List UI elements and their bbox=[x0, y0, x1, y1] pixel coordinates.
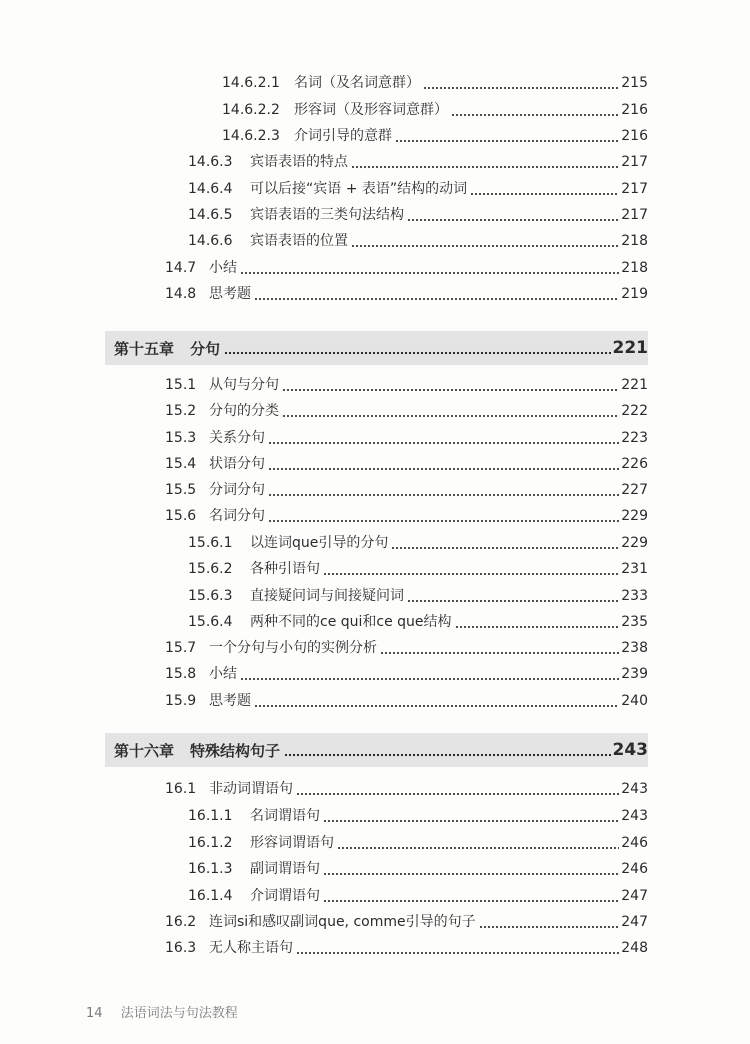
section-number: 16.2 bbox=[165, 914, 197, 930]
toc-entry bbox=[188, 202, 648, 228]
toc-entry bbox=[222, 70, 648, 96]
toc-entry bbox=[188, 176, 648, 202]
toc-entry bbox=[188, 856, 648, 882]
section-page-number: 226 bbox=[621, 456, 648, 472]
dot-leader bbox=[479, 909, 620, 935]
dot-leader bbox=[284, 733, 610, 767]
section-page-number: 229 bbox=[621, 508, 648, 524]
section-title: 小结 bbox=[209, 666, 237, 682]
section-page-number: 248 bbox=[621, 940, 648, 956]
toc-entry bbox=[165, 503, 648, 529]
footer-page-number: 14 bbox=[86, 1006, 103, 1021]
dot-leader bbox=[240, 661, 619, 687]
section-number: 14.6.2.3 bbox=[222, 128, 280, 144]
toc-entry bbox=[188, 609, 648, 635]
section-number: 16.1.1 bbox=[188, 808, 233, 824]
section-number: 14.6.5 bbox=[188, 207, 233, 223]
section-title: 可以后接“宾语 + 表语”结构的动词 bbox=[250, 181, 468, 197]
section-number: 15.6.1 bbox=[188, 535, 233, 551]
section-page-number: 221 bbox=[621, 377, 648, 393]
chapter-page-number: 243 bbox=[612, 740, 648, 760]
section-number: 15.1 bbox=[165, 377, 197, 393]
section-title: 介词谓语句 bbox=[250, 888, 320, 904]
section-page-number: 216 bbox=[621, 128, 648, 144]
toc-entry bbox=[188, 556, 648, 582]
section-number: 16.1 bbox=[165, 781, 197, 797]
section-title: 思考题 bbox=[209, 286, 251, 302]
section-number: 15.5 bbox=[165, 482, 197, 498]
section-title: 两种不同的ce qui和ce que结构 bbox=[250, 614, 452, 630]
dot-leader bbox=[451, 97, 619, 123]
dot-leader bbox=[224, 331, 610, 365]
section-page-number: 239 bbox=[621, 666, 648, 682]
section-number: 14.8 bbox=[165, 286, 197, 302]
dot-leader bbox=[395, 123, 619, 149]
section-title: 状语分句 bbox=[209, 456, 265, 472]
section-page-number: 222 bbox=[621, 403, 648, 419]
toc-entry bbox=[188, 883, 648, 909]
section-title: 分词分句 bbox=[209, 482, 265, 498]
section-page-number: 217 bbox=[621, 207, 648, 223]
chapter-number: 第十五章 bbox=[114, 339, 175, 358]
dot-leader bbox=[268, 425, 619, 451]
section-page-number: 217 bbox=[621, 181, 648, 197]
section-title: 形容词谓语句 bbox=[250, 835, 334, 851]
section-title: 关系分句 bbox=[209, 430, 265, 446]
dot-leader bbox=[296, 776, 619, 802]
toc-entry bbox=[165, 372, 648, 398]
dot-leader bbox=[351, 228, 619, 254]
section-title: 无人称主语句 bbox=[209, 940, 293, 956]
section-page-number: 218 bbox=[621, 260, 648, 276]
section-title: 以连词que引导的分句 bbox=[250, 535, 389, 551]
section-title: 名词分句 bbox=[209, 508, 265, 524]
section-page-number: 227 bbox=[621, 482, 648, 498]
dot-leader bbox=[337, 830, 619, 856]
footer-book-title: 法语词法与句法教程 bbox=[120, 1006, 238, 1021]
section-number: 15.6 bbox=[165, 508, 197, 524]
chapter-number: 第十六章 bbox=[114, 741, 175, 760]
section-number: 14.7 bbox=[165, 260, 197, 276]
dot-leader bbox=[282, 398, 619, 424]
section-title: 小结 bbox=[209, 260, 237, 276]
dot-leader bbox=[254, 688, 619, 714]
section-number: 16.1.4 bbox=[188, 888, 233, 904]
section-title: 分句的分类 bbox=[209, 403, 279, 419]
section-number: 15.9 bbox=[165, 693, 197, 709]
section-page-number: 246 bbox=[621, 861, 648, 877]
toc-entry bbox=[165, 661, 648, 687]
section-number: 14.6.3 bbox=[188, 154, 233, 170]
toc-entry bbox=[188, 803, 648, 829]
section-title: 宾语表语的特点 bbox=[250, 154, 348, 170]
dot-leader bbox=[323, 556, 619, 582]
toc-entry bbox=[188, 149, 648, 175]
section-page-number: 223 bbox=[621, 430, 648, 446]
section-title: 一个分句与小句的实例分析 bbox=[209, 640, 377, 656]
section-number: 16.1.3 bbox=[188, 861, 233, 877]
section-title: 介词引导的意群 bbox=[294, 128, 392, 144]
dot-leader bbox=[254, 281, 619, 307]
section-page-number: 231 bbox=[621, 561, 648, 577]
section-number: 15.8 bbox=[165, 666, 197, 682]
section-title: 思考题 bbox=[209, 693, 251, 709]
section-page-number: 215 bbox=[621, 75, 648, 91]
section-page-number: 217 bbox=[621, 154, 648, 170]
section-number: 15.6.2 bbox=[188, 561, 233, 577]
section-page-number: 240 bbox=[621, 693, 648, 709]
dot-leader bbox=[470, 176, 619, 202]
dot-leader bbox=[407, 583, 619, 609]
toc-entry bbox=[165, 425, 648, 451]
dot-leader bbox=[407, 202, 619, 228]
section-number: 16.1.2 bbox=[188, 835, 233, 851]
toc-entry bbox=[165, 635, 648, 661]
chapter-title: 特殊结构句子 bbox=[190, 741, 281, 760]
section-page-number: 247 bbox=[621, 888, 648, 904]
dot-leader bbox=[323, 883, 619, 909]
section-page-number: 216 bbox=[621, 102, 648, 118]
section-number: 15.6.4 bbox=[188, 614, 233, 630]
section-page-number: 247 bbox=[621, 914, 648, 930]
toc-entry bbox=[188, 583, 648, 609]
section-title: 直接疑问词与间接疑问词 bbox=[250, 588, 404, 604]
section-page-number: 243 bbox=[621, 808, 648, 824]
page-footer bbox=[86, 1002, 238, 1021]
section-title: 从句与分句 bbox=[209, 377, 279, 393]
section-title: 连词si和感叹副词que, comme引导的句子 bbox=[209, 914, 476, 930]
toc-entry bbox=[188, 830, 648, 856]
dot-leader bbox=[240, 255, 619, 281]
section-title: 名词谓语句 bbox=[250, 808, 320, 824]
section-number: 14.6.6 bbox=[188, 233, 233, 249]
toc-entry bbox=[222, 97, 648, 123]
dot-leader bbox=[351, 149, 619, 175]
section-number: 15.6.3 bbox=[188, 588, 233, 604]
section-page-number: 246 bbox=[621, 835, 648, 851]
dot-leader bbox=[423, 70, 619, 96]
toc-entry bbox=[165, 398, 648, 424]
section-number: 15.7 bbox=[165, 640, 197, 656]
section-title: 各种引语句 bbox=[250, 561, 320, 577]
dot-leader bbox=[268, 503, 619, 529]
toc-entry bbox=[165, 688, 648, 714]
section-title: 宾语表语的三类句法结构 bbox=[250, 207, 404, 223]
toc-entry bbox=[165, 281, 648, 307]
toc-entry bbox=[165, 451, 648, 477]
chapter-page-number: 221 bbox=[612, 338, 648, 358]
section-number: 14.6.2.2 bbox=[222, 102, 280, 118]
section-number: 15.4 bbox=[165, 456, 197, 472]
section-number: 14.6.4 bbox=[188, 181, 233, 197]
section-page-number: 235 bbox=[621, 614, 648, 630]
section-page-number: 243 bbox=[621, 781, 648, 797]
section-page-number: 238 bbox=[621, 640, 648, 656]
dot-leader bbox=[323, 856, 619, 882]
dot-leader bbox=[380, 635, 619, 661]
section-page-number: 219 bbox=[621, 286, 648, 302]
toc-entry bbox=[188, 228, 648, 254]
toc-entry bbox=[222, 123, 648, 149]
section-number: 15.2 bbox=[165, 403, 197, 419]
dot-leader bbox=[391, 530, 619, 556]
toc-entry bbox=[165, 935, 648, 961]
toc-entry bbox=[165, 909, 648, 935]
toc-entry bbox=[165, 776, 648, 802]
section-page-number: 218 bbox=[621, 233, 648, 249]
toc-entry bbox=[165, 477, 648, 503]
dot-leader bbox=[323, 803, 619, 829]
section-title: 形容词（及形容词意群） bbox=[294, 102, 448, 118]
dot-leader bbox=[455, 609, 620, 635]
section-number: 15.3 bbox=[165, 430, 197, 446]
toc-entry bbox=[188, 530, 648, 556]
toc-entry bbox=[165, 255, 648, 281]
section-title: 名词（及名词意群） bbox=[294, 75, 420, 91]
dot-leader bbox=[296, 935, 619, 961]
dot-leader bbox=[268, 451, 619, 477]
chapter-title: 分句 bbox=[190, 339, 221, 358]
toc-chapter-heading bbox=[105, 733, 648, 767]
section-number: 16.3 bbox=[165, 940, 197, 956]
section-title: 宾语表语的位置 bbox=[250, 233, 348, 249]
dot-leader bbox=[282, 372, 619, 398]
section-title: 副词谓语句 bbox=[250, 861, 320, 877]
section-page-number: 233 bbox=[621, 588, 648, 604]
section-page-number: 229 bbox=[621, 535, 648, 551]
section-number: 14.6.2.1 bbox=[222, 75, 280, 91]
dot-leader bbox=[268, 477, 619, 503]
toc-chapter-heading bbox=[105, 331, 648, 365]
section-title: 非动词谓语句 bbox=[209, 781, 293, 797]
